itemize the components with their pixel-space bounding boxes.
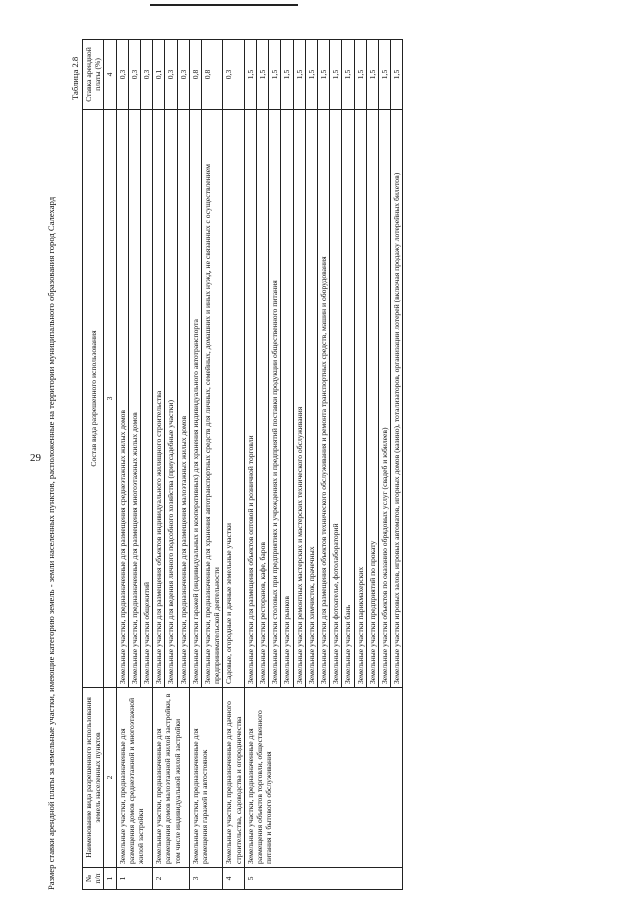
use-composition: Земельные участки для ведения личного подсобного хозяйства (приусадебные участки)	[165, 110, 177, 688]
page-number: 29	[30, 452, 41, 464]
header-number: 1	[104, 868, 116, 890]
use-composition: Земельные участки, предназначенные для размещения многоэтажных жилых домов	[128, 110, 140, 688]
use-composition: Земельные участки химчисток, прачечных	[305, 110, 317, 688]
rent-rate: 1,5	[244, 40, 256, 110]
table-row	[244, 40, 256, 890]
rent-rate: 0,3	[141, 40, 153, 110]
rent-rate: 1,5	[305, 40, 317, 110]
rent-rate: 1,5	[318, 40, 330, 110]
rent-rate: 1,5	[342, 40, 354, 110]
use-composition: Земельные участки гаражей (индивидуальных и кооперативных) для хранения индивидуального автотранспорта	[189, 110, 201, 688]
rent-rate: 1,5	[269, 40, 281, 110]
use-type-name: Земельные участки, предназначенные для размещения домов малоэтажной жилой застройки, в том числе индивидуальной жилой застройки	[153, 688, 190, 868]
use-composition: Земельные участки, предназначенные для хранения автотранспортных средств для личных, семейных, домашних и иных нужд, не связанных с осуществлением предпринимательской деятельности	[202, 110, 223, 688]
rent-rate: 1,5	[257, 40, 269, 110]
use-type-name: Земельные участки, предназначенные для размещения гаражей и автостоянок	[189, 688, 223, 868]
use-composition: Земельные участки столовых при предприятиях и учреждениях и предприятий поставки продукции общественного питания	[269, 110, 281, 688]
rent-rate: 1,5	[281, 40, 293, 110]
use-composition: Земельные участки для размещения объектов индивидуального жилищного строительства	[153, 110, 165, 688]
use-type-name: Земельные участки, предназначенные для дачного строительства, садоводства и огородничества	[223, 688, 244, 868]
table-row	[223, 40, 244, 890]
use-composition: Земельные участки бань	[342, 110, 354, 688]
rent-rate: 0,3	[177, 40, 189, 110]
use-composition: Земельные участки парикмахерских	[354, 110, 366, 688]
header-numbers-row	[104, 40, 116, 890]
table-label: Таблица 2.8	[70, 56, 80, 100]
rent-rate: 0,8	[202, 40, 223, 110]
use-composition: Земельные участки, предназначенные для размещения среднеэтажных жилых домов	[116, 110, 128, 688]
row-number: 5	[244, 868, 403, 890]
use-composition: Земельные участки для размещения объектов оптовой и розничной торговли	[244, 110, 256, 688]
row-number: 4	[223, 868, 244, 890]
top-rule	[150, 4, 298, 6]
use-type-name: Земельные участки, предназначенные для размещения домов среднеэтажной и многоэтажной жилой застройки	[116, 688, 153, 868]
use-composition: Земельные участки предприятий по прокату	[366, 110, 378, 688]
header-num: № п/п	[83, 868, 104, 890]
header-rate: Ставка арендной платы (%)	[83, 40, 104, 110]
table-row	[189, 40, 201, 890]
table-body	[116, 40, 403, 890]
table-row	[116, 40, 128, 890]
use-composition: Садовые, огородные и дачные земельные участки	[223, 110, 244, 688]
header-name: Наименование вида разрешенного использования земель населенных пунктов	[83, 688, 104, 868]
rent-rate: 1,5	[330, 40, 342, 110]
table-caption: Размер ставки арендной платы за земельные участки, имеющие категорию земель - земли населенных пунктов, расположенные на территории муниципального образования город Салехард	[46, 196, 56, 890]
header-number: 2	[104, 688, 116, 868]
use-type-name: Земельные участки, предназначенные для размещения объектов торговли, общественного питания и бытового обслуживания	[244, 688, 403, 868]
use-composition: Земельные участки ресторанов, кафе, баров	[257, 110, 269, 688]
use-composition: Земельные участки фотоателье, фотолабораторий	[330, 110, 342, 688]
use-composition: Земельные участки ремонтных мастерских и мастерских технического обслуживания	[293, 110, 305, 688]
use-composition: Земельные участки для размещения объектов технического обслуживания и ремонта транспортных средств, машин и оборудования	[318, 110, 330, 688]
use-composition: Земельные участки объектов по оказанию обрядовых услуг (свадеб и юбилеев)	[379, 110, 391, 688]
rotated-document	[46, 10, 606, 890]
rent-rates-table	[82, 39, 403, 890]
row-number: 2	[153, 868, 190, 890]
rent-rate: 1,5	[379, 40, 391, 110]
rent-rate: 0,3	[165, 40, 177, 110]
header-composition: Состав вида разрешенного использования	[83, 110, 104, 688]
use-composition: Земельные участки, предназначенные для размещения малоэтажных жилых домов	[177, 110, 189, 688]
rent-rate: 0,1	[153, 40, 165, 110]
use-composition: Земельные участки рынков	[281, 110, 293, 688]
row-number: 1	[116, 868, 153, 890]
use-composition: Земельные участки игровых залов, игровых автоматов, игорных домов (казино), тотализаторов, организации лотерей (включая продажу лотерейных билетов)	[391, 110, 403, 688]
header-row	[83, 40, 104, 890]
rent-rate: 1,5	[366, 40, 378, 110]
rent-rate: 0,8	[189, 40, 201, 110]
row-number: 3	[189, 868, 223, 890]
header-number: 3	[104, 110, 116, 688]
rent-rate: 0,3	[223, 40, 244, 110]
rent-rate: 0,3	[116, 40, 128, 110]
header-number: 4	[104, 40, 116, 110]
rent-rate: 0,3	[128, 40, 140, 110]
rent-rate: 1,5	[293, 40, 305, 110]
rent-rate: 1,5	[391, 40, 403, 110]
use-composition: Земельные участки общежитий	[141, 110, 153, 688]
rent-rate: 1,5	[354, 40, 366, 110]
table-row	[153, 40, 165, 890]
